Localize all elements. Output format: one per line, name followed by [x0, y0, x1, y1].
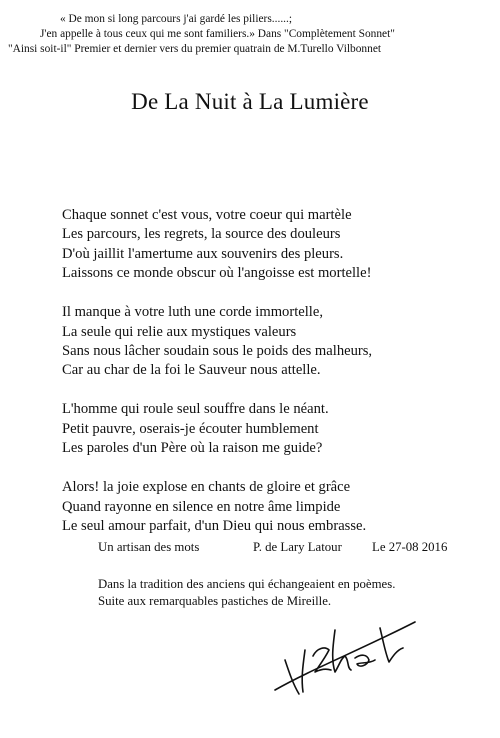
verse-line: Sans nous lâcher soudain sous le poids des malheurs, — [62, 343, 373, 360]
verse-line: Les parcours, les regrets, la source des douleurs — [62, 226, 341, 243]
epigraph-line-3: "Ainsi soit-il" Premier et dernier vers du premier quatrain de M.Turello Vilbonnet — [8, 43, 382, 55]
dedication-line-1: Dans la tradition des anciens qui échangeaient en poèmes. — [98, 577, 396, 591]
verse-line: Le seul amour parfait, d'un Dieu qui nous embrasse. — [62, 518, 367, 535]
credits-artisan: Un artisan des mots — [98, 540, 200, 554]
epigraph-line-1: « De mon si long parcours j'ai gardé les piliers......; — [60, 13, 293, 25]
signature-stroke — [302, 650, 305, 692]
verse-line: Il manque à votre luth une corde immortelle, — [62, 304, 323, 321]
stanza — [62, 303, 372, 381]
verse-line: Laissons ce monde obscur où l'angoisse est mortelle! — [62, 265, 372, 282]
verse-line: D'où jaillit l'amertume aux souvenirs des pleurs. — [62, 245, 344, 262]
verse-line: L'homme qui roule seul souffre dans le néant. — [62, 401, 329, 418]
stanza — [62, 206, 372, 284]
credits-date: Le 27-08 2016 — [372, 540, 448, 554]
signature-stroke — [355, 655, 375, 666]
poem-title: De La Nuit à La Lumière — [131, 89, 369, 114]
verse-line: Chaque sonnet c'est vous, votre coeur qui martèle — [62, 207, 352, 223]
credits-author: P. de Lary Latour — [253, 540, 342, 554]
verse-line: Car au char de la foi le Sauveur nous attelle. — [62, 362, 321, 379]
verse-line: La seule qui relie aux mystiques valeurs — [62, 323, 297, 340]
verse-line: Petit pauvre, oserais-je écouter humblement — [62, 420, 319, 437]
verse-line: Les paroles d'un Père où la raison me guide? — [62, 440, 323, 457]
signature-stroke — [333, 630, 351, 672]
verse-line: Alors! la joie explose en chants de gloire et grâce — [62, 479, 351, 496]
poem-body — [62, 206, 372, 556]
signature-stroke — [313, 648, 331, 672]
signature-stroke — [285, 660, 299, 694]
dedication-line-2: Suite aux remarquables pastiches de Mireille. — [98, 593, 332, 608]
verse-line: Quand rayonne en silence en notre âme limpide — [62, 498, 341, 515]
handwritten-signature — [255, 610, 425, 700]
stanza — [62, 400, 372, 458]
stanza — [62, 478, 372, 536]
dedication — [98, 576, 395, 609]
epigraph-line-2: J'en appelle à tous ceux qui me sont familiers.» Dans "Complètement Sonnet" — [40, 28, 395, 40]
